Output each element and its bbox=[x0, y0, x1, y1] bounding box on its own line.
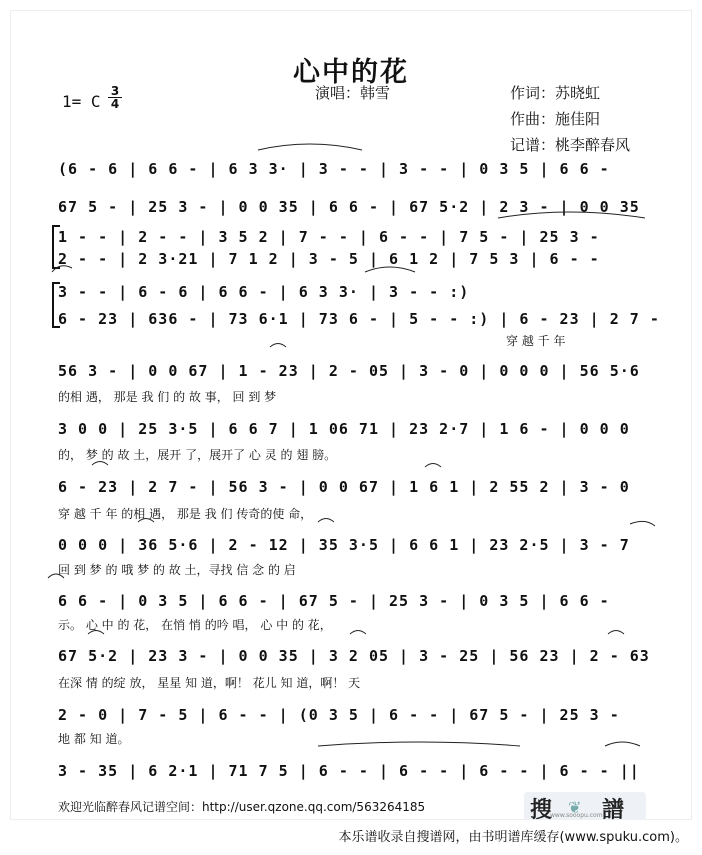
score-row: 3 - 35 | 6 2·1 | 71 7 5 | 6 - - | 6 - - | 6 - - | 6 - - || bbox=[58, 762, 640, 780]
score-row: 56 3 - | 0 0 67 | 1 - 23 | 2 - 05 | 3 - 0 | 0 0 0 | 56 5·6 bbox=[58, 362, 640, 380]
transcriber-credit: 记谱：桃李醉春风 bbox=[510, 136, 631, 154]
score-row: 6 6 - | 0 3 5 | 6 6 - | 67 5 - | 25 3 - | 0 3 5 | 6 6 - bbox=[58, 592, 610, 610]
lyric-line: 在深 情 的绽 放， 星星 知 道，啊！ 花儿 知 道，啊！ 天 bbox=[58, 676, 361, 690]
score-row: (6 - 6 | 6 6 - | 6 3 3· | 3 - - | 3 - - | 0 3 5 | 6 6 - bbox=[58, 160, 610, 178]
logo-url: www.sooopu.com bbox=[550, 812, 603, 819]
bottom-caption: 本乐谱收录自搜谱网，由书明谱库缓存(www.spuku.com)。 bbox=[338, 830, 688, 845]
score-row: 3 0 0 | 25 3·5 | 6 6 7 | 1 06 71 | 23 2·7 | 1 6 - | 0 0 0 bbox=[58, 420, 630, 438]
lyric-line: 地 都 知 道。 bbox=[58, 732, 130, 746]
logo-char-1: 搜 bbox=[530, 798, 553, 823]
lyric-line: 穿 越 千 年 的相 遇， 那是 我 们 传奇的使 命， bbox=[58, 507, 313, 521]
footer-note: 欢迎光临醉春风记谱空间：http://user.qzone.qq.com/563264185 bbox=[58, 800, 426, 814]
logo-char-2: 譜 bbox=[602, 798, 625, 823]
lyric-line: 示。 心 中 的 花， 在悄 悄 的吟 唱， 心 中 的 花， bbox=[58, 618, 332, 632]
time-signature bbox=[108, 85, 122, 110]
page-title: 心中的花 bbox=[293, 57, 409, 88]
score-row: 3 - - | 6 - 6 | 6 6 - | 6 3 3· | 3 - - :) bbox=[58, 283, 470, 301]
score-row: 6 - 23 | 2 7 - | 56 3 - | 0 0 67 | 1 6 1 | 2 55 2 | 3 - 0 bbox=[58, 478, 630, 496]
time-top: 3 bbox=[110, 84, 120, 98]
time-bottom: 4 bbox=[108, 97, 122, 110]
lyric-line: 的相 遇， 那是 我 们 的 故 事， 回 到 梦 bbox=[58, 390, 277, 404]
lyricist-credit: 作词：苏晓虹 bbox=[510, 84, 601, 102]
lyric-line: 的， 梦 的 故 土，展开 了，展开了 心 灵 的 翅 膀。 bbox=[58, 448, 337, 462]
lyric-line: 穿 越 千 年 bbox=[506, 334, 566, 348]
singer-credit: 演唱：韩雪 bbox=[315, 84, 391, 102]
score-row: 1 - - | 2 - - | 3 5 2 | 7 - - | 6 - - | 7 5 - | 25 3 - bbox=[58, 228, 600, 246]
score-row: 0 0 0 | 36 5·6 | 2 - 12 | 35 3·5 | 6 6 1 | 23 2·5 | 3 - 7 bbox=[58, 536, 630, 554]
score-sheet bbox=[10, 10, 692, 823]
site-logo bbox=[524, 792, 646, 823]
score-row: 67 5 - | 25 3 - | 0 0 35 | 6 6 - | 67 5·2 | 2 3 - | 0 0 35 bbox=[58, 198, 640, 216]
key-signature: 1= C bbox=[62, 92, 101, 111]
score-row: 6 - 23 | 636 - | 73 6·1 | 73 6 - | 5 - - :) | 6 - 23 | 2 7 - bbox=[58, 310, 660, 328]
score-row: 67 5·2 | 23 3 - | 0 0 35 | 3 2 05 | 3 - 25 | 56 23 | 2 - 63 bbox=[58, 647, 650, 665]
lyric-line: 回 到 梦 的 哦 梦 的 故 土，寻找 信 念 的 启 bbox=[58, 563, 296, 577]
leaf-icon: ❦ bbox=[568, 798, 582, 817]
score-row: 2 - - | 2 3·21 | 7 1 2 | 3 - 5 | 6 1 2 | 7 5 3 | 6 - - bbox=[58, 250, 600, 268]
score-row: 2 - 0 | 7 - 5 | 6 - - | (0 3 5 | 6 - - | 67 5 - | 25 3 - bbox=[58, 706, 620, 724]
composer-credit: 作曲：施佳阳 bbox=[510, 110, 601, 128]
